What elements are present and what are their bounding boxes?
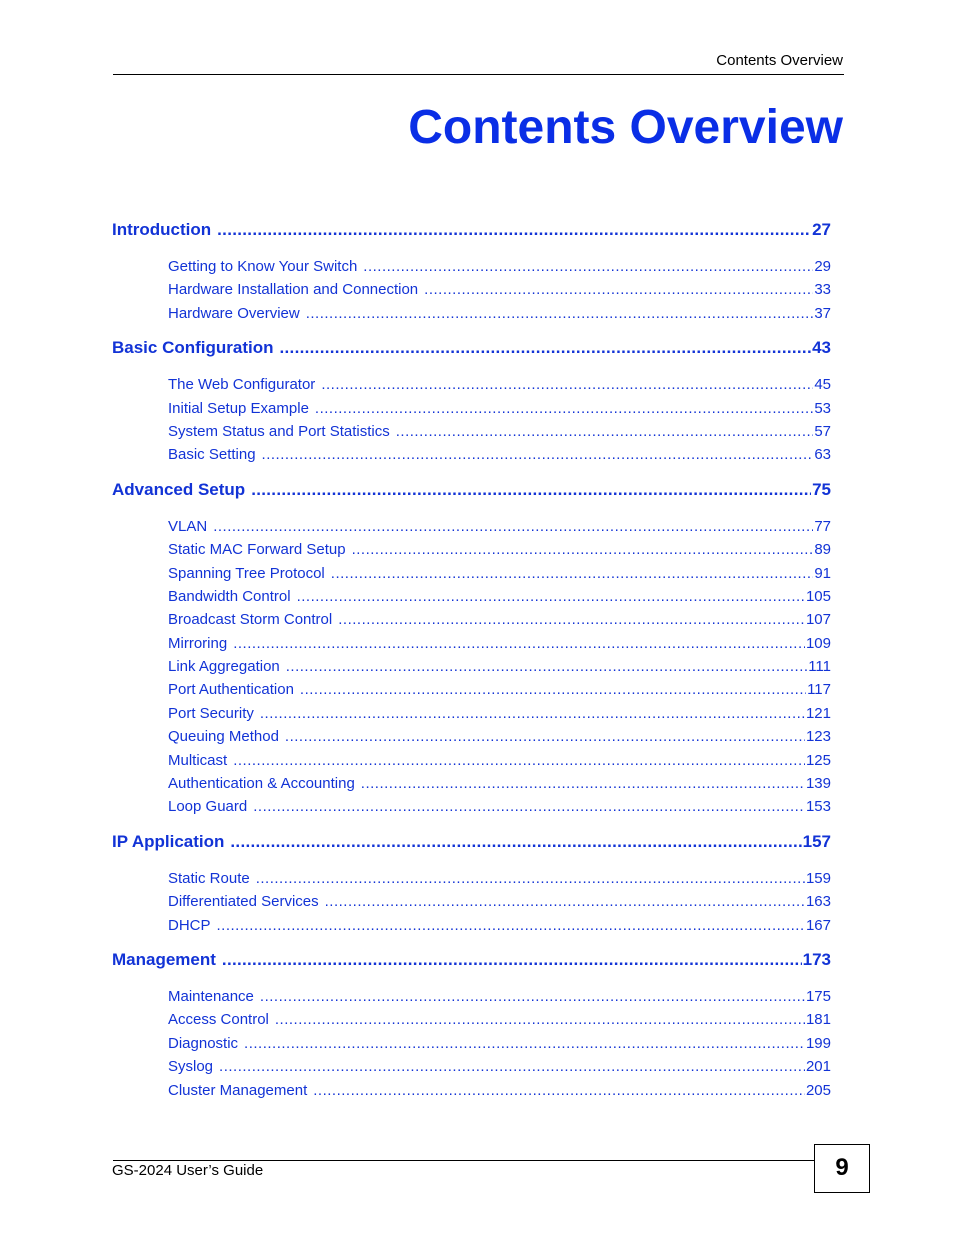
toc-page-number: 123 xyxy=(805,728,831,746)
toc-page-number: 63 xyxy=(814,446,831,464)
toc-page-number: 45 xyxy=(814,376,831,394)
header-rule xyxy=(113,74,844,75)
toc-page-number: 75 xyxy=(812,479,831,499)
toc-section-title: Hardware Installation and Connection xyxy=(168,281,419,299)
toc-section-link[interactable] xyxy=(168,420,831,443)
toc-page-number: 107 xyxy=(805,611,831,629)
toc-page-number: 163 xyxy=(805,893,831,911)
toc-section-link[interactable] xyxy=(168,515,831,538)
toc-section-title: Static MAC Forward Setup xyxy=(168,541,346,559)
toc-part-management xyxy=(112,948,831,1102)
toc-section-title: Loop Guard xyxy=(168,798,248,816)
toc-section-title: Initial Setup Example xyxy=(168,399,309,417)
toc-page-number: 125 xyxy=(805,751,831,769)
dot-leader xyxy=(286,655,807,678)
dot-leader xyxy=(313,1079,805,1102)
toc-section-link[interactable] xyxy=(168,585,831,608)
dot-leader xyxy=(217,218,811,241)
dot-leader xyxy=(300,678,806,701)
toc-page-number: 201 xyxy=(805,1058,831,1076)
table-of-contents xyxy=(112,218,831,1113)
toc-section-title: Mirroring xyxy=(168,634,228,652)
toc-section-title: Bandwidth Control xyxy=(168,587,291,605)
toc-page-number: 181 xyxy=(805,1011,831,1029)
footer-guide-title: GS-2024 User’s Guide xyxy=(112,1162,264,1179)
toc-page-number: 175 xyxy=(805,987,831,1005)
toc-section-link[interactable] xyxy=(168,725,831,748)
toc-section-title: Spanning Tree Protocol xyxy=(168,564,325,582)
dot-leader xyxy=(306,302,814,325)
toc-page-number: 159 xyxy=(805,869,831,887)
toc-page-number: 153 xyxy=(805,798,831,816)
dot-leader xyxy=(352,538,814,561)
toc-section-title: Maintenance xyxy=(168,987,254,1005)
dot-leader xyxy=(285,725,805,748)
toc-page-number: 29 xyxy=(814,258,831,275)
toc-section-title: Authentication & Accounting xyxy=(168,775,355,793)
toc-part-advanced-setup xyxy=(112,478,831,819)
dot-leader xyxy=(233,749,805,772)
toc-part-introduction xyxy=(112,218,831,325)
toc-page-number: 27 xyxy=(812,220,831,239)
page-number-box: 9 xyxy=(814,1144,870,1193)
toc-chapter-title: Management xyxy=(112,949,216,969)
toc-section-link[interactable] xyxy=(168,538,831,561)
dot-leader xyxy=(244,1032,805,1055)
toc-section-link[interactable] xyxy=(168,1008,831,1031)
toc-section-link[interactable] xyxy=(168,702,831,725)
toc-chapter-title: IP Application xyxy=(112,831,225,851)
toc-page-number: 173 xyxy=(802,949,831,969)
dot-leader xyxy=(280,336,812,359)
toc-section-title: Diagnostic xyxy=(168,1034,239,1052)
toc-section-link[interactable] xyxy=(168,985,831,1008)
toc-page-number: 139 xyxy=(805,775,831,793)
toc-section-link[interactable] xyxy=(168,278,831,301)
toc-page-number: 77 xyxy=(814,517,831,535)
toc-section-title: Hardware Overview xyxy=(168,304,300,322)
dot-leader xyxy=(260,985,805,1008)
toc-page-number: 205 xyxy=(805,1081,831,1099)
toc-section-title: VLAN xyxy=(168,517,208,535)
dot-leader xyxy=(338,608,805,631)
dot-leader xyxy=(251,478,811,501)
toc-page-number: 109 xyxy=(805,634,831,652)
dot-leader xyxy=(363,255,813,278)
toc-section-title: Queuing Method xyxy=(168,728,279,746)
toc-page-number: 199 xyxy=(805,1034,831,1052)
toc-section-title: Static Route xyxy=(168,869,250,887)
toc-section-link[interactable] xyxy=(168,632,831,655)
dot-leader xyxy=(424,278,813,301)
dot-leader xyxy=(217,914,805,937)
toc-section-title: Link Aggregation xyxy=(168,658,280,676)
toc-section-link[interactable] xyxy=(168,1032,831,1055)
toc-chapter-link[interactable] xyxy=(112,478,831,501)
toc-section-link[interactable] xyxy=(168,890,831,913)
toc-chapter-title: Advanced Setup xyxy=(112,479,246,499)
toc-chapter-title: Introduction xyxy=(112,220,212,239)
dot-leader xyxy=(222,948,802,971)
toc-page-number: 111 xyxy=(808,658,831,676)
toc-section-link[interactable] xyxy=(168,302,831,325)
dot-leader xyxy=(230,830,801,853)
toc-chapter-title: Basic Configuration xyxy=(112,338,274,358)
toc-section-title: Broadcast Storm Control xyxy=(168,611,333,629)
toc-section-link[interactable] xyxy=(168,562,831,585)
toc-part-ip-application xyxy=(112,830,831,937)
toc-section-title: Multicast xyxy=(168,751,228,769)
toc-section-link[interactable] xyxy=(168,443,831,466)
dot-leader xyxy=(256,867,805,890)
toc-page-number: 167 xyxy=(805,916,831,934)
toc-page-number: 117 xyxy=(807,681,831,699)
toc-section-title: Syslog xyxy=(168,1058,214,1076)
dot-leader xyxy=(253,795,805,818)
toc-section-link[interactable] xyxy=(168,914,831,937)
toc-page-number: 33 xyxy=(814,281,831,299)
toc-section-link[interactable] xyxy=(168,1055,831,1078)
dot-leader xyxy=(297,585,805,608)
toc-section-link[interactable] xyxy=(168,795,831,818)
toc-section-link[interactable] xyxy=(168,373,831,396)
toc-section-title: Access Control xyxy=(168,1011,269,1029)
dot-leader xyxy=(361,772,805,795)
dot-leader xyxy=(233,632,805,655)
toc-section-link[interactable] xyxy=(168,678,831,701)
toc-page-number: 37 xyxy=(814,304,831,322)
dot-leader xyxy=(219,1055,805,1078)
toc-chapter-link[interactable] xyxy=(112,948,831,971)
toc-section-title: Port Authentication xyxy=(168,681,294,699)
toc-section-link[interactable] xyxy=(168,255,831,278)
toc-section-link[interactable] xyxy=(168,772,831,795)
toc-section-title: Cluster Management xyxy=(168,1081,308,1099)
toc-chapter-link[interactable] xyxy=(112,830,831,853)
dot-leader xyxy=(396,420,814,443)
dot-leader xyxy=(331,562,814,585)
dot-leader xyxy=(325,890,805,913)
toc-page-number: 57 xyxy=(814,422,831,440)
toc-page-number: 43 xyxy=(812,338,831,358)
toc-section-link[interactable] xyxy=(168,749,831,772)
dot-leader xyxy=(275,1008,805,1031)
toc-section-title: System Status and Port Statistics xyxy=(168,422,390,440)
toc-page-number: 91 xyxy=(814,564,831,582)
footer-rule xyxy=(113,1160,814,1161)
dot-leader xyxy=(260,702,805,725)
toc-section-link[interactable] xyxy=(168,1079,831,1102)
toc-section-link[interactable] xyxy=(168,867,831,890)
toc-section-title: Port Security xyxy=(168,704,254,722)
dot-leader xyxy=(315,397,813,420)
toc-page-number: 53 xyxy=(814,399,831,417)
toc-section-title: Differentiated Services xyxy=(168,893,319,911)
toc-page-number: 105 xyxy=(805,587,831,605)
toc-section-link[interactable] xyxy=(168,397,831,420)
toc-page-number: 89 xyxy=(814,541,831,559)
toc-page-number: 157 xyxy=(802,831,831,851)
toc-section-link[interactable] xyxy=(168,608,831,631)
running-header: Contents Overview xyxy=(716,52,843,69)
dot-leader xyxy=(262,443,814,466)
toc-chapter-link[interactable] xyxy=(112,218,831,241)
toc-part-basic-configuration xyxy=(112,336,831,467)
toc-section-title: DHCP xyxy=(168,916,211,934)
toc-section-title: The Web Configurator xyxy=(168,376,316,394)
dot-leader xyxy=(213,515,813,538)
toc-section-title: Getting to Know Your Switch xyxy=(168,258,358,275)
page-title: Contents Overview xyxy=(408,101,843,154)
dot-leader xyxy=(321,373,813,396)
toc-section-title: Basic Setting xyxy=(168,446,256,464)
toc-page-number: 121 xyxy=(805,704,831,722)
toc-section-link[interactable] xyxy=(168,655,831,678)
toc-chapter-link[interactable] xyxy=(112,336,831,359)
